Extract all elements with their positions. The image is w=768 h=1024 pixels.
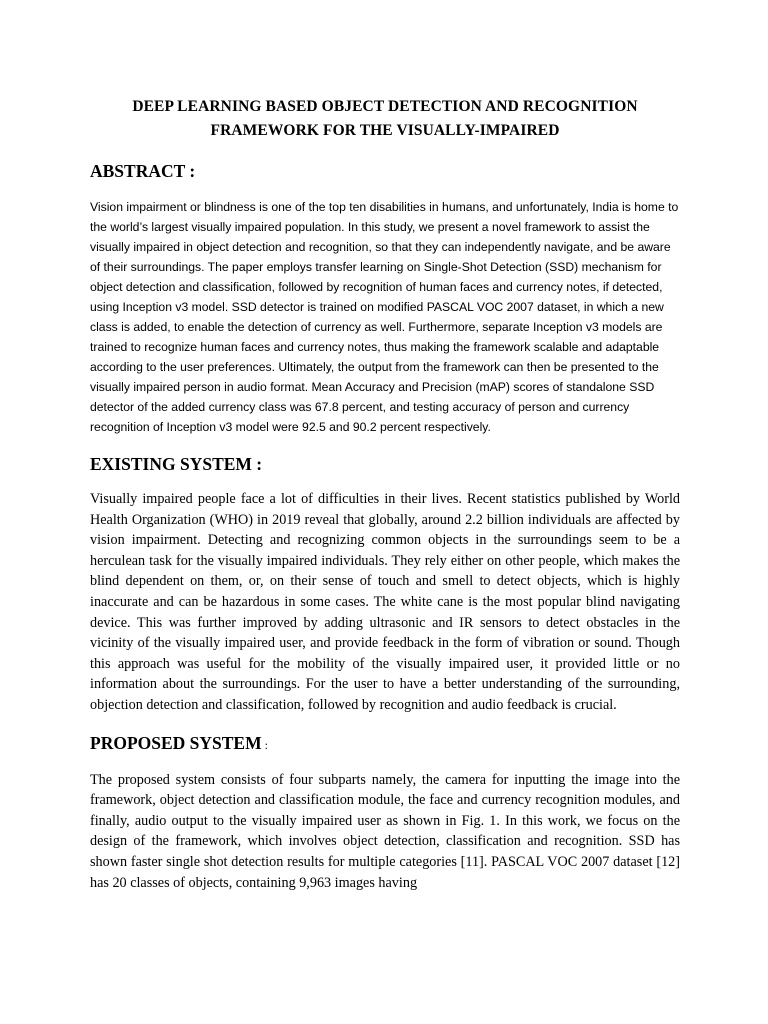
- proposed-system-heading-colon: :: [261, 737, 268, 752]
- document-title: [90, 95, 680, 143]
- title-line-2: FRAMEWORK FOR THE VISUALLY-IMPAIRED: [210, 122, 560, 139]
- proposed-system-heading: [90, 732, 680, 756]
- abstract-heading: ABSTRACT :: [90, 161, 196, 181]
- existing-system-paragraph: Visually impaired people face a lot of difficulties in their lives. Recent statistics published by World Health Organization (WHO) in 2019 reveal that globally, around 2.2 billion individuals are affected by vision impairment. Detecting and recognizing common objects in the surroundings seem to be a herculean task for the visually impaired individuals. They rely either on other people, which makes the blind dependent on them, or, on their sense of touch and smell to detect objects, which is highly inaccurate and can be hazardous in some cases. The white cane is the most popular blind navigating device. This was further improved by adding ultrasonic and IR sensors to detect obstacles in the vicinity of the visually impaired user, and provide feedback in the form of vibration or sound. Though this approach was useful for the mobility of the visually impaired user, it provided little or no information about the surroundings. For the user to have a better understanding of the surrounding, objection detection and classification, followed by recognition and audio feedback is crucial.: [90, 491, 680, 713]
- abstract-paragraph: Vision impairment or blindness is one of the top ten disabilities in humans, and unfortunately, India is home to the world’s largest visually impaired population. In this study, we present a novel framework to assist the visually impaired in object detection and recognition, so that they can independently navigate, and be aware of their surroundings. The paper employs transfer learning on Single-Shot Detection (SSD) mechanism for object detection and classification, followed by recognition of human faces and currency notes, if detected, using Inception v3 model. SSD detector is trained on modified PASCAL VOC 2007 dataset, in which a new class is added, to enable the detection of currency as well. Furthermore, separate Inception v3 models are trained to recognize human faces and currency notes, thus making the framework scalable and adaptable according to the user preferences. Ultimately, the output from the framework can then be presented to the visually impaired person in audio format. Mean Accuracy and Precision (mAP) scores of standalone SSD detector of the added currency class was 67.8 percent, and testing accuracy of person and currency recognition of Inception v3 model were 92.5 and 90.2 percent respectively.: [90, 200, 679, 434]
- proposed-system-paragraph: The proposed system consists of four subparts namely, the camera for inputting the image into the framework, object detection and classification module, the face and currency recognition modules, and finally, audio output to the visually impaired user as shown in Fig. 1. In this work, we focus on the design of the framework, which involves object detection, classification and recognition. SSD has shown faster single shot detection results for multiple categories [11]. PASCAL VOC 2007 dataset [12] has 20 classes of objects, containing 9,963 images having: [90, 771, 680, 891]
- existing-system-heading: EXISTING SYSTEM :: [90, 454, 263, 474]
- proposed-system-heading-label: PROPOSED SYSTEM: [90, 732, 262, 753]
- title-line-1: DEEP LEARNING BASED OBJECT DETECTION AND RECOGNITION: [132, 98, 638, 115]
